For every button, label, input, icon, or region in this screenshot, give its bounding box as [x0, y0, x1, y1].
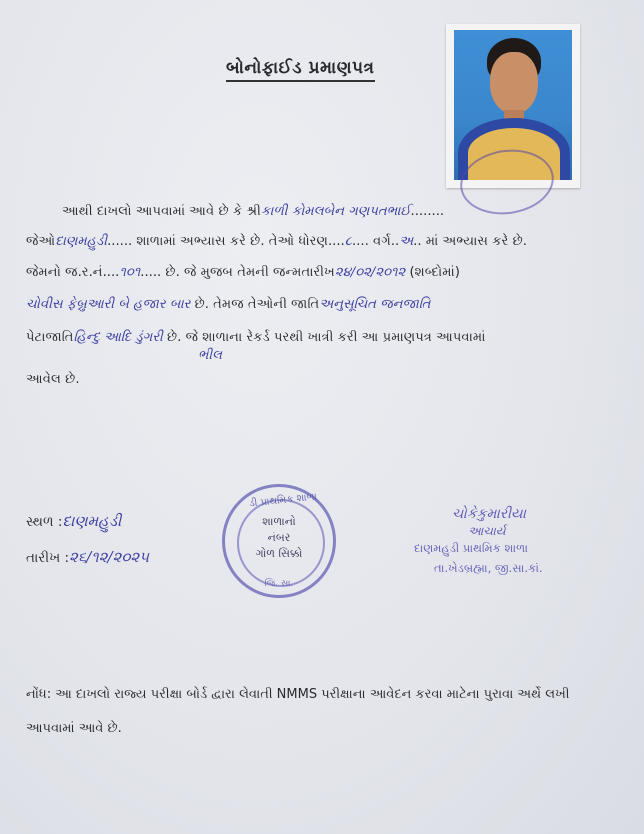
date-row: તારીખ :૨૬/૧૨/૨૦૨૫ [26, 548, 150, 566]
date-value: ૨૬/૧૨/૨૦૨૫ [69, 548, 150, 566]
principal-label: આચાર્ય [468, 524, 506, 538]
certificate-title: બોનોફાઈડ પ્રમાણપત્ર [226, 58, 375, 82]
sub-caste: હિન્દુ આદિ ડુંગરી [73, 330, 163, 345]
caste: અનુસૂચિત જનજાતિ [319, 297, 431, 312]
body-line-2: જેઓદાણમહુડી...... શાળામાં અભ્યાસ કરે છે. તેઓ ધોરણ....૮.... વર્ગ..અ.. માં અભ્યાસ કરે છે. [26, 234, 527, 249]
school-stamp-address: તા.ખેડબ્રહ્મા, જી.સા.કાં. [434, 561, 543, 575]
body-line-4: ચોવીસ ફેબ્રુઆરી બે હજાર બાર છે. તેમજ તેઓની જાતિઅનુસૂચિત જનજાતિ [26, 297, 431, 312]
student-name: કાળી કોમલબેન ગણપતભાઈ [260, 204, 411, 219]
school-stamp-name: દાણમહુડી પ્રાથમિક શાળા [414, 541, 528, 555]
body-line-6: આવેલ છે. [26, 372, 80, 387]
body-line-1: આથી દાખલો આપવામાં આવે છે કે શ્રીકાળી કોમલબેન ગણપતભાઈ........ [62, 204, 445, 219]
sub-caste-extra: ભીલ [198, 348, 222, 363]
note-text: નોંધ: આ દાખલો રાજ્ય પરીક્ષા બોર્ડ દ્વારા લેવાતી NMMS પરીક્ષાના આવેદન કરવા માટેના પુરાવા અર્થે લખી આપવામાં આવે છે. [26, 687, 570, 736]
register-number: ૧૦૧ [119, 265, 141, 280]
school-name: દાણમહુડી [55, 234, 108, 249]
body-line-3: જેમનો જ.ર.નં....૧૦૧..... છે. જે મુજબ તેમની જન્મતારીખ૨૪/૦૨/૨૦૧૨ (શબ્દોમાં) [26, 265, 460, 280]
place-value: દાણમહુડી [62, 512, 122, 530]
place-row: સ્થળ :દાણમહુડી [26, 512, 122, 530]
birth-date-words: ચોવીસ ફેબ્રુઆરી બે હજાર બાર [26, 297, 191, 312]
standard: ૮ [344, 234, 353, 249]
birth-date: ૨૪/૦૨/૨૦૧૨ [334, 265, 406, 280]
division: અ [399, 234, 414, 249]
school-round-seal: ડી પ્રાથમિક શાળા શાળાનો નંબર ગોળ સિક્કો જિ. સા. [222, 484, 336, 598]
principal-signature: ચોકેકુમારીયા [452, 506, 526, 522]
body-line-5: પેટાજાતિહિન્દુ આદિ ડુંગરી છે. જે શાળાના રેકર્ડ પરથી ખાત્રી કરી આ પ્રમાણપત્ર આપવામાં [26, 330, 486, 345]
